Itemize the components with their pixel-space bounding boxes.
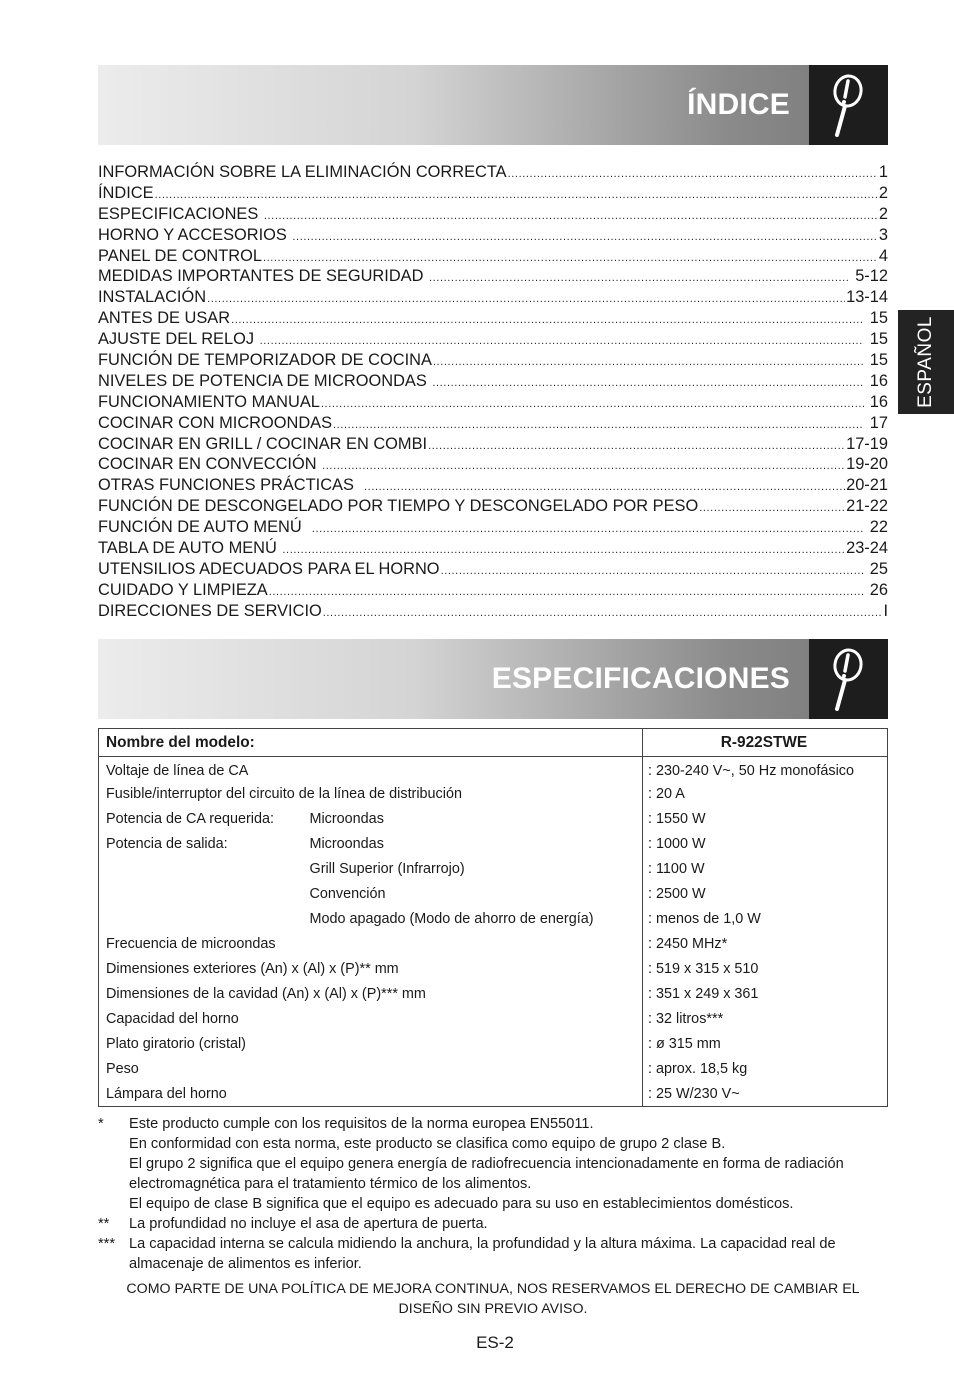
spec-row: [99, 1082, 888, 1107]
spec-row: [99, 907, 888, 932]
spec-row: [99, 882, 888, 907]
toc-entry: [98, 392, 888, 413]
toc-entry-label: MEDIDAS IMPORTANTES DE SEGURIDAD: [98, 267, 428, 286]
toc-entry: [98, 475, 888, 496]
footnote-text: [129, 1114, 894, 1214]
toc-leader-dots: [282, 538, 845, 559]
toc-entry-label: ÍNDICE: [98, 183, 154, 202]
toc-entry: [98, 434, 888, 455]
spec-value: : aprox. 18,5 kg: [643, 1057, 888, 1082]
toc-entry: [98, 246, 888, 267]
toc-entry-page: 23-24: [846, 539, 888, 558]
spec-sublabel: Grill Superior (Infrarrojo): [309, 861, 465, 877]
spec-label: Potencia de CA requerida:: [106, 811, 275, 827]
toc-entry-page: 26: [865, 580, 888, 599]
toc-entry-label: ANTES DE USAR: [98, 309, 231, 328]
toc-leader-dots: [508, 162, 878, 183]
footnote-text: [129, 1214, 488, 1234]
toc-entry-page: 17: [865, 413, 888, 432]
spec-value: : 230-240 V~, 50 Hz monofásico: [643, 757, 888, 782]
toc-entry-page: 2: [878, 204, 888, 223]
toc-leader-dots: [263, 246, 878, 267]
spec-value: : 25 W/230 V~: [643, 1082, 888, 1107]
footnote-line: La profundidad no incluye el asa de apertura de puerta.: [129, 1216, 488, 1232]
spec-value: : 20 A: [643, 782, 888, 807]
footnote-mark: **: [98, 1216, 110, 1232]
spec-sublabel: Convención: [309, 886, 386, 902]
footnote-line: La capacidad interna se calcula midiendo la anchura, la profundidad y la altura máxima. La capacidad real de almacenaje de alimentos es inferior.: [129, 1236, 836, 1272]
toc-entry: [98, 580, 888, 601]
toc-entry-page: 19-20: [846, 455, 888, 474]
toc-entry-label: FUNCIÓN DE DESCONGELADO POR TIEMPO Y DESCONGELADO POR PESO: [98, 497, 699, 516]
spec-row: [99, 857, 888, 882]
toc-entry-page: 1: [878, 163, 888, 181]
spec-row: [99, 1057, 888, 1082]
spec-label: Potencia de salida:: [106, 836, 228, 852]
spec-label: Fusible/interruptor del circuito de la línea de distribución: [106, 786, 462, 802]
toc-entry-page: 13-14: [846, 288, 888, 307]
toc-entry-label: COCINAR EN GRILL / COCINAR EN COMBI: [98, 434, 428, 453]
toc-leader-dots: [322, 454, 845, 475]
toc-entry: [98, 204, 888, 225]
spec-header-model: R-922STWE: [643, 729, 888, 757]
toc-leader-dots: [433, 350, 864, 371]
spec-row: [99, 1007, 888, 1032]
toc-entry-label: INSTALACIÓN: [98, 288, 207, 307]
toc-entry-label: NIVELES DE POTENCIA DE MICROONDAS: [98, 371, 432, 390]
spec-header-row: [99, 729, 888, 757]
language-tab: [898, 310, 954, 414]
toc-entry: [98, 601, 888, 622]
spec-value: : 1000 W: [643, 832, 888, 857]
toc-entry-label: FUNCIÓN DE TEMPORIZADOR DE COCINA: [98, 351, 432, 370]
spec-label: [99, 857, 303, 882]
toc-entry-page: 22: [865, 518, 888, 537]
footnote-text: [129, 1234, 894, 1274]
spec-value: : 32 litros***: [643, 1007, 888, 1032]
toc-entry-page: 15: [865, 309, 888, 328]
spec-value: : 1550 W: [643, 807, 888, 832]
footnote: [98, 1214, 894, 1234]
toc-leader-dots: [264, 204, 878, 225]
toc-leader-dots: [231, 308, 864, 329]
toc-entry-page: 21-22: [846, 497, 888, 516]
toc-leader-dots: [333, 413, 864, 434]
toc-leader-dots: [364, 475, 845, 496]
spec-value: : 519 x 315 x 510: [643, 957, 888, 982]
disclaimer: COMO PARTE DE UNA POLÍTICA DE MEJORA CONTINUA, NOS RESERVAMOS EL DERECHO DE CAMBIAR EL DISEÑO SIN PREVIO AVISO.: [126, 1281, 860, 1317]
toc-entry-label: INFORMACIÓN SOBRE LA ELIMINACIÓN CORRECTA: [98, 163, 507, 181]
toc-entry-page: 16: [865, 392, 888, 411]
footnote-mark: ***: [98, 1236, 116, 1252]
spec-row: [99, 1032, 888, 1057]
spec-value: : 2450 MHz*: [643, 932, 888, 957]
toc-entry-page: 20-21: [846, 476, 888, 495]
toc-leader-dots: [292, 225, 877, 246]
footnotes: [98, 1114, 894, 1274]
spec-label: Dimensiones de la cavidad (An) x (Al) x (P)*** mm: [106, 986, 426, 1002]
spec-label: Dimensiones exteriores (An) x (Al) x (P)** mm: [106, 961, 399, 977]
toc-entry-page: 3: [878, 225, 888, 244]
spec-row: [99, 832, 888, 857]
toc-entry-label: OTRAS FUNCIONES PRÁCTICAS: [98, 476, 364, 495]
toc-entry-page: 2: [878, 183, 888, 202]
toc-entry: [98, 413, 888, 434]
toc-leader-dots: [428, 434, 845, 455]
toc-entry: [98, 329, 888, 350]
language-tab-label: ESPAÑOL: [915, 316, 936, 408]
toc-leader-dots: [699, 496, 845, 517]
toc-entry-label: COCINAR CON MICROONDAS: [98, 413, 333, 432]
spec-label: Plato giratorio (cristal): [106, 1036, 246, 1052]
footnote-line: En conformidad con esta norma, este producto se clasifica como equipo de grupo 2 clase B.: [129, 1136, 726, 1152]
spec-value: : 1100 W: [643, 857, 888, 882]
spec-row: [99, 782, 888, 807]
toc-leader-dots: [432, 371, 864, 392]
spec-label: Peso: [106, 1061, 139, 1077]
specifications-table: [98, 728, 888, 1107]
toc-entry: [98, 225, 888, 246]
spec-row: [99, 757, 888, 782]
footnote-line: El grupo 2 significa que el equipo genera energía de radiofrecuencia intencionadamente en forma de radiación electromagnética para el tratamiento térmico de los alimentos.: [129, 1156, 844, 1192]
toc-entry-label: ESPECIFICACIONES: [98, 204, 263, 223]
spec-label: Capacidad del horno: [106, 1011, 239, 1027]
toc-entry-label: FUNCIÓN DE AUTO MENÚ: [98, 518, 311, 537]
spec-row: [99, 982, 888, 1007]
spec-value: : 2500 W: [643, 882, 888, 907]
toc-entry-page: 16: [865, 371, 888, 390]
toc-entry: [98, 183, 888, 204]
toc-entry-label: CUIDADO Y LIMPIEZA: [98, 580, 268, 599]
toc-leader-dots: [312, 517, 864, 538]
toc-entry-page: I: [883, 601, 888, 620]
spec-row: [99, 932, 888, 957]
toc-entry-label: UTENSILIOS ADECUADOS PARA EL HORNO: [98, 559, 440, 578]
toc-entry: [98, 350, 888, 371]
toc-entry: [98, 538, 888, 559]
spec-value: : 351 x 249 x 361: [643, 982, 888, 1007]
toc-leader-dots: [269, 580, 864, 601]
spec-row: [99, 957, 888, 982]
toc-entry-page: 15: [865, 351, 888, 370]
info-exclamation-icon: [809, 639, 888, 719]
toc-entry: [98, 162, 888, 183]
spec-label: Lámpara del horno: [106, 1085, 227, 1102]
spec-row: [99, 807, 888, 832]
indice-banner: [98, 65, 888, 145]
toc-entry-page: 17-19: [846, 434, 888, 453]
toc-entry-label: COCINAR EN CONVECCIÓN: [98, 455, 322, 474]
toc-leader-dots: [441, 559, 865, 580]
footnote-line: El equipo de clase B significa que el equipo es adecuado para su uso en establecimientos domésticos.: [129, 1196, 794, 1212]
toc-leader-dots: [207, 287, 845, 308]
spec-value: : ø 315 mm: [643, 1032, 888, 1057]
toc-entry-label: PANEL DE CONTROL: [98, 246, 262, 265]
spec-label: Frecuencia de microondas: [106, 936, 276, 952]
toc-entry: [98, 371, 888, 392]
toc-entry-label: HORNO Y ACCESORIOS: [98, 225, 292, 244]
toc-entry-page: 25: [865, 559, 888, 578]
footnote-line: Este producto cumple con los requisitos de la norma europea EN55011.: [129, 1116, 594, 1132]
toc-entry-page: 4: [878, 246, 888, 265]
spec-header-label: Nombre del modelo:: [99, 729, 643, 757]
toc-entry-label: TABLA DE AUTO MENÚ: [98, 539, 282, 558]
toc-entry: [98, 454, 888, 475]
spec-label: [99, 907, 303, 932]
toc-entry-label: DIRECCIONES DE SERVICIO: [98, 601, 322, 620]
toc-entry: [98, 266, 888, 287]
spec-value: : menos de 1,0 W: [643, 907, 888, 932]
spec-label: [99, 882, 303, 907]
footnote: [98, 1114, 894, 1214]
toc-entry-label: AJUSTE DEL RELOJ: [98, 330, 259, 349]
spec-sublabel: Microondas: [309, 811, 384, 827]
toc-entry-page: 5-12: [850, 267, 888, 286]
toc-entry: [98, 308, 888, 329]
footnote-mark: *: [98, 1116, 104, 1132]
spec-sublabel: Microondas: [309, 836, 384, 852]
page-number: ES-2: [476, 1333, 514, 1352]
toc-leader-dots: [321, 392, 864, 413]
indice-title: ÍNDICE: [687, 88, 790, 121]
toc-entry: [98, 559, 888, 580]
toc-leader-dots: [260, 329, 865, 350]
table-of-contents: [98, 162, 888, 622]
toc-leader-dots: [155, 183, 878, 204]
toc-entry: [98, 287, 888, 308]
spec-sublabel: Modo apagado (Modo de ahorro de energía): [309, 911, 594, 927]
toc-entry: [98, 517, 888, 538]
toc-leader-dots: [323, 601, 883, 622]
toc-entry-label: FUNCIONAMIENTO MANUAL: [98, 392, 320, 411]
toc-entry: [98, 496, 888, 517]
footnote: [98, 1234, 894, 1274]
especificaciones-banner: [98, 639, 888, 719]
especificaciones-title: ESPECIFICACIONES: [491, 662, 790, 695]
toc-leader-dots: [429, 266, 850, 287]
toc-entry-page: 15: [865, 330, 888, 349]
spec-label: Voltaje de línea de CA: [106, 762, 249, 779]
info-exclamation-icon: [809, 65, 888, 145]
